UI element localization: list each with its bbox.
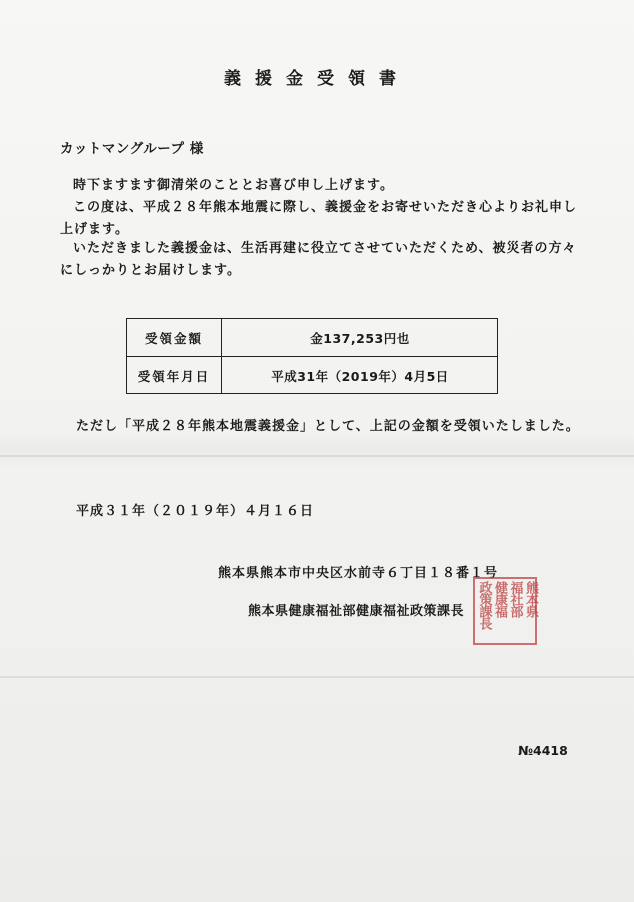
thanks-text: この度は、平成２８年熊本地震に際し、義援金をお寄せいただき心よりお礼申し上げます。	[60, 200, 578, 237]
amount-row	[127, 319, 497, 357]
receipt-note: ただし「平成２８年熊本地震義援金」として、上記の金額を受領いたしました。	[76, 419, 580, 434]
seal-text: 健康福	[492, 581, 507, 617]
amount-value: 金137,253円也	[310, 330, 410, 346]
receipt-table	[126, 318, 498, 394]
thanks-paragraph	[60, 197, 580, 241]
amount-label: 受領金額	[127, 319, 222, 356]
received-date-value: 平成31年（2019年）4月5日	[271, 368, 449, 384]
greeting-paragraph	[60, 175, 580, 197]
usage-paragraph	[60, 238, 580, 282]
usage-text: いただきました義援金は、生活再建に役立てさせていただくため、被災者の方々にしっかりとお届けします。	[60, 241, 577, 278]
document-number: №4418	[518, 743, 568, 758]
seal-text: 政策課長	[476, 581, 492, 629]
received-date-label: 受領年月日	[127, 357, 222, 394]
greeting-text: 時下ますます御清栄のこととお喜び申し上げます。	[73, 178, 394, 193]
seal-text: 熊本県	[523, 581, 538, 617]
issue-date: 平成３１年（２０１９年）４月１６日	[76, 504, 315, 519]
official-seal-stamp	[473, 577, 537, 645]
issuer-title: 熊本県健康福祉部健康福祉政策課長	[248, 604, 465, 619]
document-title: 義援金受領書	[224, 69, 410, 89]
paper-fold-line	[0, 676, 634, 678]
issuer-address: 熊本県熊本市中央区水前寺６丁目１８番１号	[218, 566, 499, 581]
seal-text: 福社部	[507, 581, 523, 617]
received-date-row	[127, 357, 497, 394]
paper-fold-line	[0, 455, 634, 457]
recipient-name: カットマングループ 様	[60, 141, 204, 157]
